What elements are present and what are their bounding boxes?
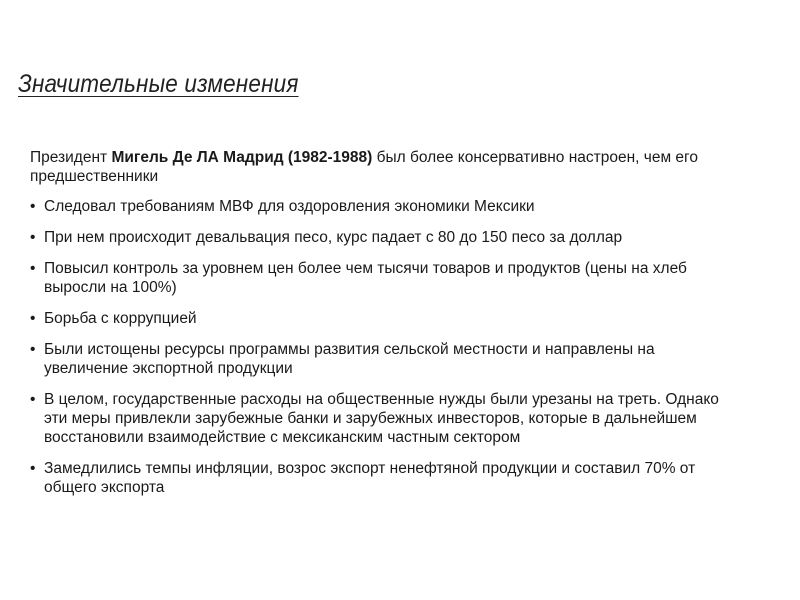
bullet-dot-icon: •	[30, 341, 36, 358]
bullet-dot-icon: •	[30, 260, 36, 277]
slide-title: Значительные изменения	[18, 70, 299, 98]
slide-content	[30, 148, 770, 509]
bullet-item	[30, 197, 734, 216]
president-name: Мигель Де ЛА Мадрид (1982-1988)	[111, 149, 373, 166]
bullet-text: Замедлились темпы инфляции, возрос экспорт ненефтяной продукции и составил 70% от общего экспорта	[44, 460, 696, 496]
intro-suffix: был более консервативно настроен, чем его предшественники	[30, 149, 698, 185]
bullet-text: Были истощены ресурсы программы развития сельской местности и направлены на увеличение экспортной продукции	[44, 341, 655, 377]
bullet-item	[30, 259, 734, 297]
bullet-item	[30, 390, 734, 447]
bullet-text: В целом, государственные расходы на общественные нужды были урезаны на треть. Однако эти меры привлекли зарубежные банки и зарубежных инвесторов, которые в дальнейшем восстановили взаимодействие с мексиканским частным сектором	[44, 391, 719, 446]
bullet-dot-icon: •	[30, 391, 36, 408]
bullet-dot-icon: •	[30, 310, 36, 327]
bullet-list	[30, 197, 770, 497]
bullet-item	[30, 228, 734, 247]
bullet-text: При нем происходит девальвация песо, курс падает с 80 до 150 песо за доллар	[44, 229, 623, 246]
bullet-text: Следовал требованиям МВФ для оздоровления экономики Мексики	[44, 198, 535, 215]
intro-paragraph	[30, 148, 730, 186]
bullet-dot-icon: •	[30, 460, 36, 477]
bullet-dot-icon: •	[30, 198, 36, 215]
bullet-item	[30, 309, 734, 328]
bullet-text: Повысил контроль за уровнем цен более чем тысячи товаров и продуктов (цены на хлеб выросли на 100%)	[44, 260, 687, 296]
bullet-dot-icon: •	[30, 229, 36, 246]
intro-prefix: Президент	[30, 149, 112, 166]
bullet-item	[30, 340, 734, 378]
bullet-text: Борьба с коррупцией	[44, 310, 197, 327]
bullet-item	[30, 459, 734, 497]
